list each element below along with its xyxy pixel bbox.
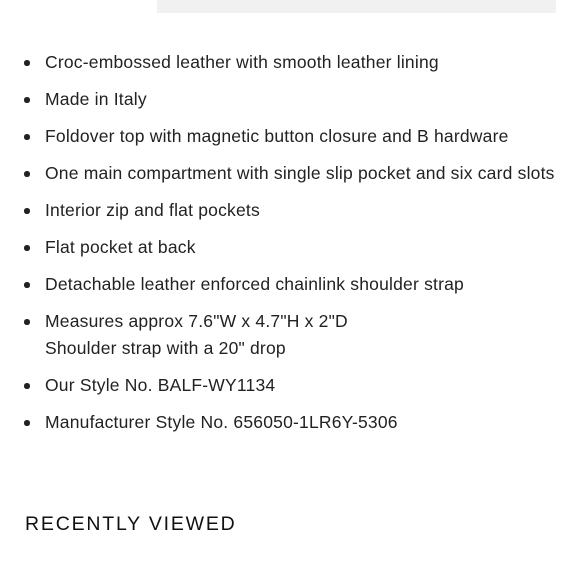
- bullet-icon: [24, 420, 30, 426]
- bullet-icon: [24, 208, 30, 214]
- detail-item-compartment: [0, 160, 580, 187]
- bullet-icon: [24, 282, 30, 288]
- detail-text: Our Style No. BALF-WY1134: [45, 375, 276, 395]
- detail-text: Manufacturer Style No. 656050-1LR6Y-5306: [45, 412, 398, 432]
- detail-item-material: [0, 49, 580, 76]
- detail-text: Foldover top with magnetic button closure and B hardware: [45, 126, 509, 146]
- detail-item-back-pocket: [0, 234, 580, 261]
- bullet-icon: [24, 134, 30, 140]
- bullet-icon: [24, 60, 30, 66]
- product-details-list: [0, 49, 580, 446]
- detail-item-closure: [0, 123, 580, 150]
- detail-item-style-number: [0, 372, 580, 399]
- detail-text: Measures approx 7.6"W x 4.7"H x 2"D: [45, 311, 348, 331]
- detail-text: Flat pocket at back: [45, 237, 196, 257]
- recently-viewed-heading: RECENTLY VIEWED: [25, 513, 237, 535]
- bullet-icon: [24, 97, 30, 103]
- detail-text: Shoulder strap with a 20" drop: [45, 338, 286, 358]
- detail-text: Interior zip and flat pockets: [45, 200, 260, 220]
- detail-item-strap: [0, 271, 580, 298]
- bullet-icon: [24, 319, 30, 325]
- top-panel-edge: [157, 0, 556, 13]
- bullet-icon: [24, 245, 30, 251]
- detail-item-interior-pockets: [0, 197, 580, 224]
- detail-text: Made in Italy: [45, 89, 147, 109]
- detail-text: Detachable leather enforced chainlink shoulder strap: [45, 274, 464, 294]
- detail-item-manufacturer-style: [0, 409, 580, 436]
- detail-item-measurements: [0, 308, 580, 362]
- detail-text: Croc-embossed leather with smooth leather lining: [45, 52, 439, 72]
- bullet-icon: [24, 171, 30, 177]
- bullet-icon: [24, 383, 30, 389]
- detail-item-origin: [0, 86, 580, 113]
- detail-text: One main compartment with single slip pocket and six card slots: [45, 163, 555, 183]
